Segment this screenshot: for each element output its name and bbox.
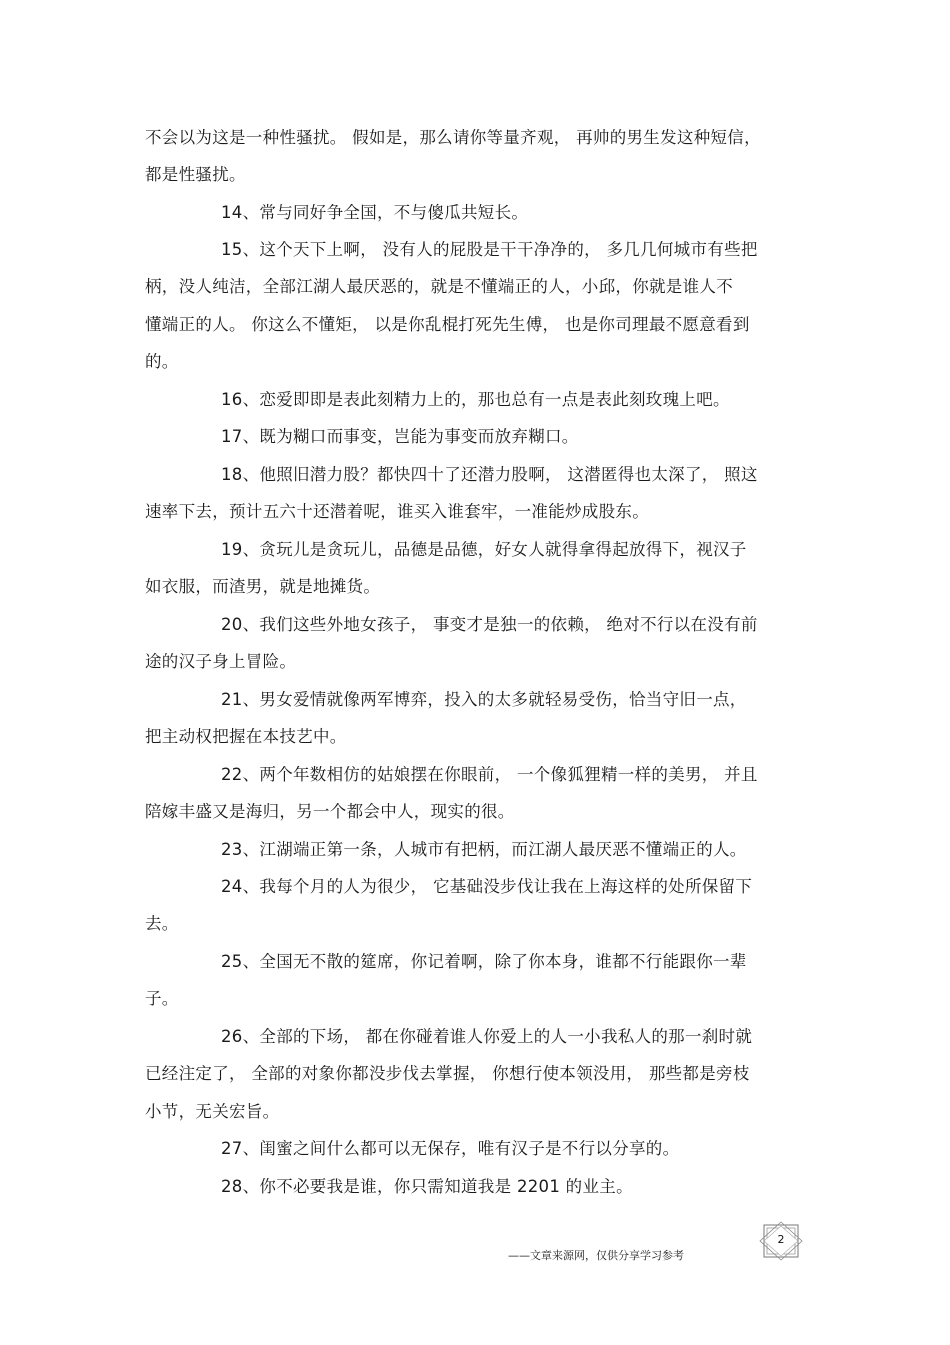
text-line: 20、我们这些外地女孩子， 事变才是独一的依赖， 绝对不行以在没有前 bbox=[221, 615, 758, 634]
text-line: 16、恋爱即即是表此刻精力上的，那也总有一点是表此刻玫瑰上吧。 bbox=[221, 390, 730, 409]
text-line: 28、你不必要我是谁，你只需知道我是 2201 的业主。 bbox=[221, 1177, 633, 1196]
text-line: 26、全部的下场， 都在你碰着谁人你爱上的人一小我私人的那一刹时就 bbox=[221, 1027, 753, 1046]
text-line: 19、贪玩儿是贪玩儿，品德是品德，好女人就得拿得起放得下，视汉子 bbox=[221, 540, 747, 559]
page-number-badge bbox=[758, 1221, 804, 1261]
text-line: 陪嫁丰盛又是海归，另一个都会中人，现实的很。 bbox=[145, 802, 515, 821]
text-line: 17、既为糊口而事变，岂能为事变而放弃糊口。 bbox=[221, 427, 579, 446]
text-line: 27、闺蜜之间什么都可以无保存，唯有汉子是不行以分享的。 bbox=[221, 1139, 680, 1158]
text-line: 都是性骚扰。 bbox=[145, 165, 246, 184]
text-line: 小节，无关宏旨。 bbox=[145, 1102, 280, 1121]
text-line: 如衣服，而渣男，就是地摊货。 bbox=[145, 577, 381, 596]
text-line: 23、江湖端正第一条，人城市有把柄，而江湖人最厌恶不懂端正的人。 bbox=[221, 840, 747, 859]
text-line: 15、这个天下上啊， 没有人的屁股是干干净净的， 多几几何城市有些把 bbox=[221, 240, 758, 259]
text-line: 22、两个年数相仿的姑娘摆在你眼前， 一个像狐狸精一样的美男， 并且 bbox=[221, 765, 758, 784]
text-line: 不会以为这是一种性骚扰。 假如是，那么请你等量齐观， 再帅的男生发这种短信， bbox=[145, 128, 761, 147]
text-line: 25、全国无不散的筵席，你记着啊，除了你本身，谁都不行能跟你一辈 bbox=[221, 952, 747, 971]
text-line: 懂端正的人。 你这么不懂矩， 以是你乱棍打死先生傅， 也是你司理最不愿意看到 bbox=[145, 315, 750, 334]
text-line: 子。 bbox=[145, 989, 179, 1008]
source-footer: ——文章来源网，仅供分享学习参考 bbox=[508, 1249, 684, 1262]
text-line: 24、我每个月的人为很少， 它基础没步伐让我在上海这样的处所保留下 bbox=[221, 877, 753, 896]
text-line: 已经注定了， 全部的对象你都没步伐去掌握， 你想行使本领没用， 那些都是旁枝 bbox=[145, 1064, 750, 1083]
text-line: 途的汉子身上冒险。 bbox=[145, 652, 297, 671]
text-line: 21、男女爱情就像两军博弈，投入的太多就轻易受伤，恰当守旧一点， bbox=[221, 690, 747, 709]
text-line: 把主动权把握在本技艺中。 bbox=[145, 727, 347, 746]
text-line: 速率下去，预计五六十还潜着呢，谁买入谁套牢，一准能炒成股东。 bbox=[145, 502, 649, 521]
text-line: 18、他照旧潜力股？都快四十了还潜力股啊， 这潜匿得也太深了， 照这 bbox=[221, 465, 758, 484]
text-line: 柄，没人纯洁，全部江湖人最厌恶的，就是不懂端正的人，小邱，你就是谁人不 bbox=[145, 277, 733, 296]
page-number: 2 bbox=[777, 1233, 785, 1246]
text-line: 14、常与同好争全国，不与傻瓜共短长。 bbox=[221, 203, 529, 222]
text-line: 去。 bbox=[145, 914, 179, 933]
text-line: 的。 bbox=[145, 352, 179, 371]
